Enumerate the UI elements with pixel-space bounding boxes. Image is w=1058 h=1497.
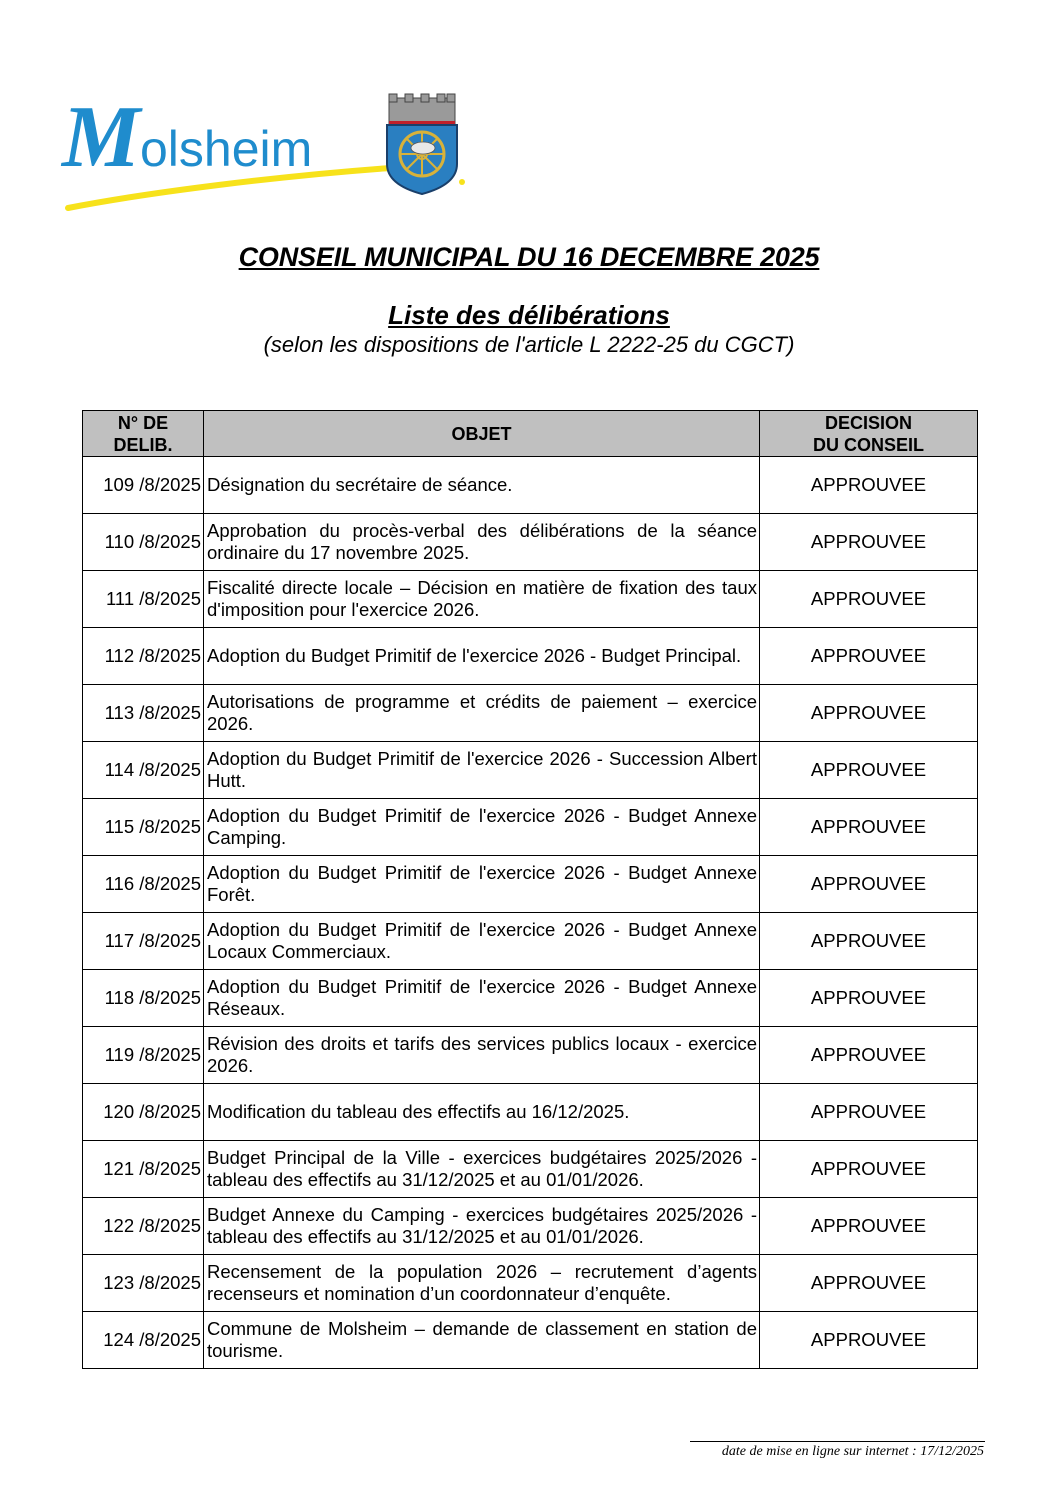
deliberation-decision: APPROUVEE: [760, 685, 978, 742]
table-row: [83, 856, 978, 913]
deliberation-number: 122 /8/2025: [83, 1198, 204, 1255]
deliberation-objet: Adoption du Budget Primitif de l'exercice 2026 - Budget Annexe Camping.: [204, 799, 760, 856]
deliberation-number: 121 /8/2025: [83, 1141, 204, 1198]
column-header-objet-label: OBJET: [451, 423, 512, 444]
deliberation-objet: Budget Annexe du Camping - exercices budgétaires 2025/2026 - tableau des effectifs au 31/12/2025 et au 01/01/2026.: [204, 1198, 760, 1255]
table-row: [83, 970, 978, 1027]
column-header-decision-line2: DU CONSEIL: [812, 434, 924, 455]
deliberation-objet: Commune de Molsheim – demande de classement en station de tourisme.: [204, 1312, 760, 1369]
legal-reference-note: (selon les dispositions de l'article L 2222-25 du CGCT): [263, 332, 795, 357]
deliberation-number: 116 /8/2025: [83, 856, 204, 913]
table-header-row: [83, 411, 978, 457]
molsheim-logo: [60, 84, 480, 219]
logo-dot: [459, 179, 465, 185]
table-body: [83, 457, 978, 1369]
footer-divider: [690, 1441, 985, 1442]
deliberation-objet: Adoption du Budget Primitif de l'exercice 2026 - Budget Principal.: [204, 628, 760, 685]
deliberation-number: 109 /8/2025: [83, 457, 204, 514]
deliberation-number: 114 /8/2025: [83, 742, 204, 799]
deliberation-number: 115 /8/2025: [83, 799, 204, 856]
table-row: [83, 514, 978, 571]
deliberation-decision: APPROUVEE: [760, 1027, 978, 1084]
table-row: [83, 913, 978, 970]
column-header-objet: [204, 411, 760, 457]
column-header-decision: [760, 411, 978, 457]
deliberation-number: 111 /8/2025: [83, 571, 204, 628]
table-row: [83, 1084, 978, 1141]
table-row: [83, 685, 978, 742]
deliberation-decision: APPROUVEE: [760, 1141, 978, 1198]
page-subtitle: Liste des délibérations: [388, 300, 670, 330]
deliberation-number: 112 /8/2025: [83, 628, 204, 685]
deliberation-objet: Autorisations de programme et crédits de paiement – exercice 2026.: [204, 685, 760, 742]
deliberation-decision: APPROUVEE: [760, 1084, 978, 1141]
deliberation-decision: APPROUVEE: [760, 1312, 978, 1369]
deliberation-decision: APPROUVEE: [760, 856, 978, 913]
table-row: [83, 571, 978, 628]
deliberation-number: 119 /8/2025: [83, 1027, 204, 1084]
column-header-decision-line1: DECISION: [824, 412, 912, 433]
deliberation-decision: APPROUVEE: [760, 628, 978, 685]
logo-m-letter: M: [62, 89, 141, 186]
deliberation-objet: Approbation du procès-verbal des délibérations de la séance ordinaire du 17 novembre 2025.: [204, 514, 760, 571]
deliberation-number: 118 /8/2025: [83, 970, 204, 1027]
table-row: [83, 457, 978, 514]
table-row: [83, 1255, 978, 1312]
table-row: [83, 799, 978, 856]
deliberation-decision: APPROUVEE: [760, 913, 978, 970]
deliberation-objet: Adoption du Budget Primitif de l'exercice 2026 - Budget Annexe Forêt.: [204, 856, 760, 913]
deliberation-decision: APPROUVEE: [760, 571, 978, 628]
deliberation-decision: APPROUVEE: [760, 970, 978, 1027]
deliberation-number: 117 /8/2025: [83, 913, 204, 970]
deliberation-objet: Désignation du secrétaire de séance.: [204, 457, 760, 514]
table-row: [83, 1312, 978, 1369]
column-header-number: [83, 411, 204, 457]
deliberation-number: 123 /8/2025: [83, 1255, 204, 1312]
deliberation-decision: APPROUVEE: [760, 1255, 978, 1312]
table-row: [83, 1141, 978, 1198]
table-row: [83, 628, 978, 685]
deliberation-number: 113 /8/2025: [83, 685, 204, 742]
deliberation-number: 110 /8/2025: [83, 514, 204, 571]
deliberation-objet: Adoption du Budget Primitif de l'exercice 2026 - Budget Annexe Réseaux.: [204, 970, 760, 1027]
table-row: [83, 742, 978, 799]
deliberation-number: 124 /8/2025: [83, 1312, 204, 1369]
column-header-number-line2: DELIB.: [113, 434, 173, 455]
deliberation-objet: Révision des droits et tarifs des services publics locaux - exercice 2026.: [204, 1027, 760, 1084]
crest-icon: [387, 94, 457, 194]
deliberation-decision: APPROUVEE: [760, 1198, 978, 1255]
deliberation-decision: APPROUVEE: [760, 457, 978, 514]
deliberation-objet: Budget Principal de la Ville - exercices budgétaires 2025/2026 - tableau des effectifs au 31/12/2025 et au 01/01/2026.: [204, 1141, 760, 1198]
deliberation-objet: Adoption du Budget Primitif de l'exercice 2026 - Budget Annexe Locaux Commerciaux.: [204, 913, 760, 970]
deliberation-objet: Recensement de la population 2026 – recrutement d’agents recenseurs et nomination d’un coordonnateur d’enquête.: [204, 1255, 760, 1312]
deliberation-decision: APPROUVEE: [760, 514, 978, 571]
deliberation-objet: Fiscalité directe locale – Décision en matière de fixation des taux d'imposition pour l'exercice 2026.: [204, 571, 760, 628]
column-header-number-line1: N° DE: [117, 412, 169, 433]
deliberation-decision: APPROUVEE: [760, 799, 978, 856]
deliberation-objet: Modification du tableau des effectifs au 16/12/2025.: [204, 1084, 760, 1141]
publication-date-note: date de mise en ligne sur internet : 17/12/2025: [721, 1444, 984, 1459]
logo-graphic: [60, 84, 480, 219]
deliberations-table: [82, 410, 978, 1369]
page-title: CONSEIL MUNICIPAL DU 16 DECEMBRE 2025: [238, 242, 820, 272]
deliberation-decision: APPROUVEE: [760, 742, 978, 799]
table-row: [83, 1198, 978, 1255]
deliberation-number: 120 /8/2025: [83, 1084, 204, 1141]
logo-wordmark: olsheim: [140, 121, 313, 177]
deliberation-objet: Adoption du Budget Primitif de l'exercice 2026 - Succession Albert Hutt.: [204, 742, 760, 799]
table-row: [83, 1027, 978, 1084]
